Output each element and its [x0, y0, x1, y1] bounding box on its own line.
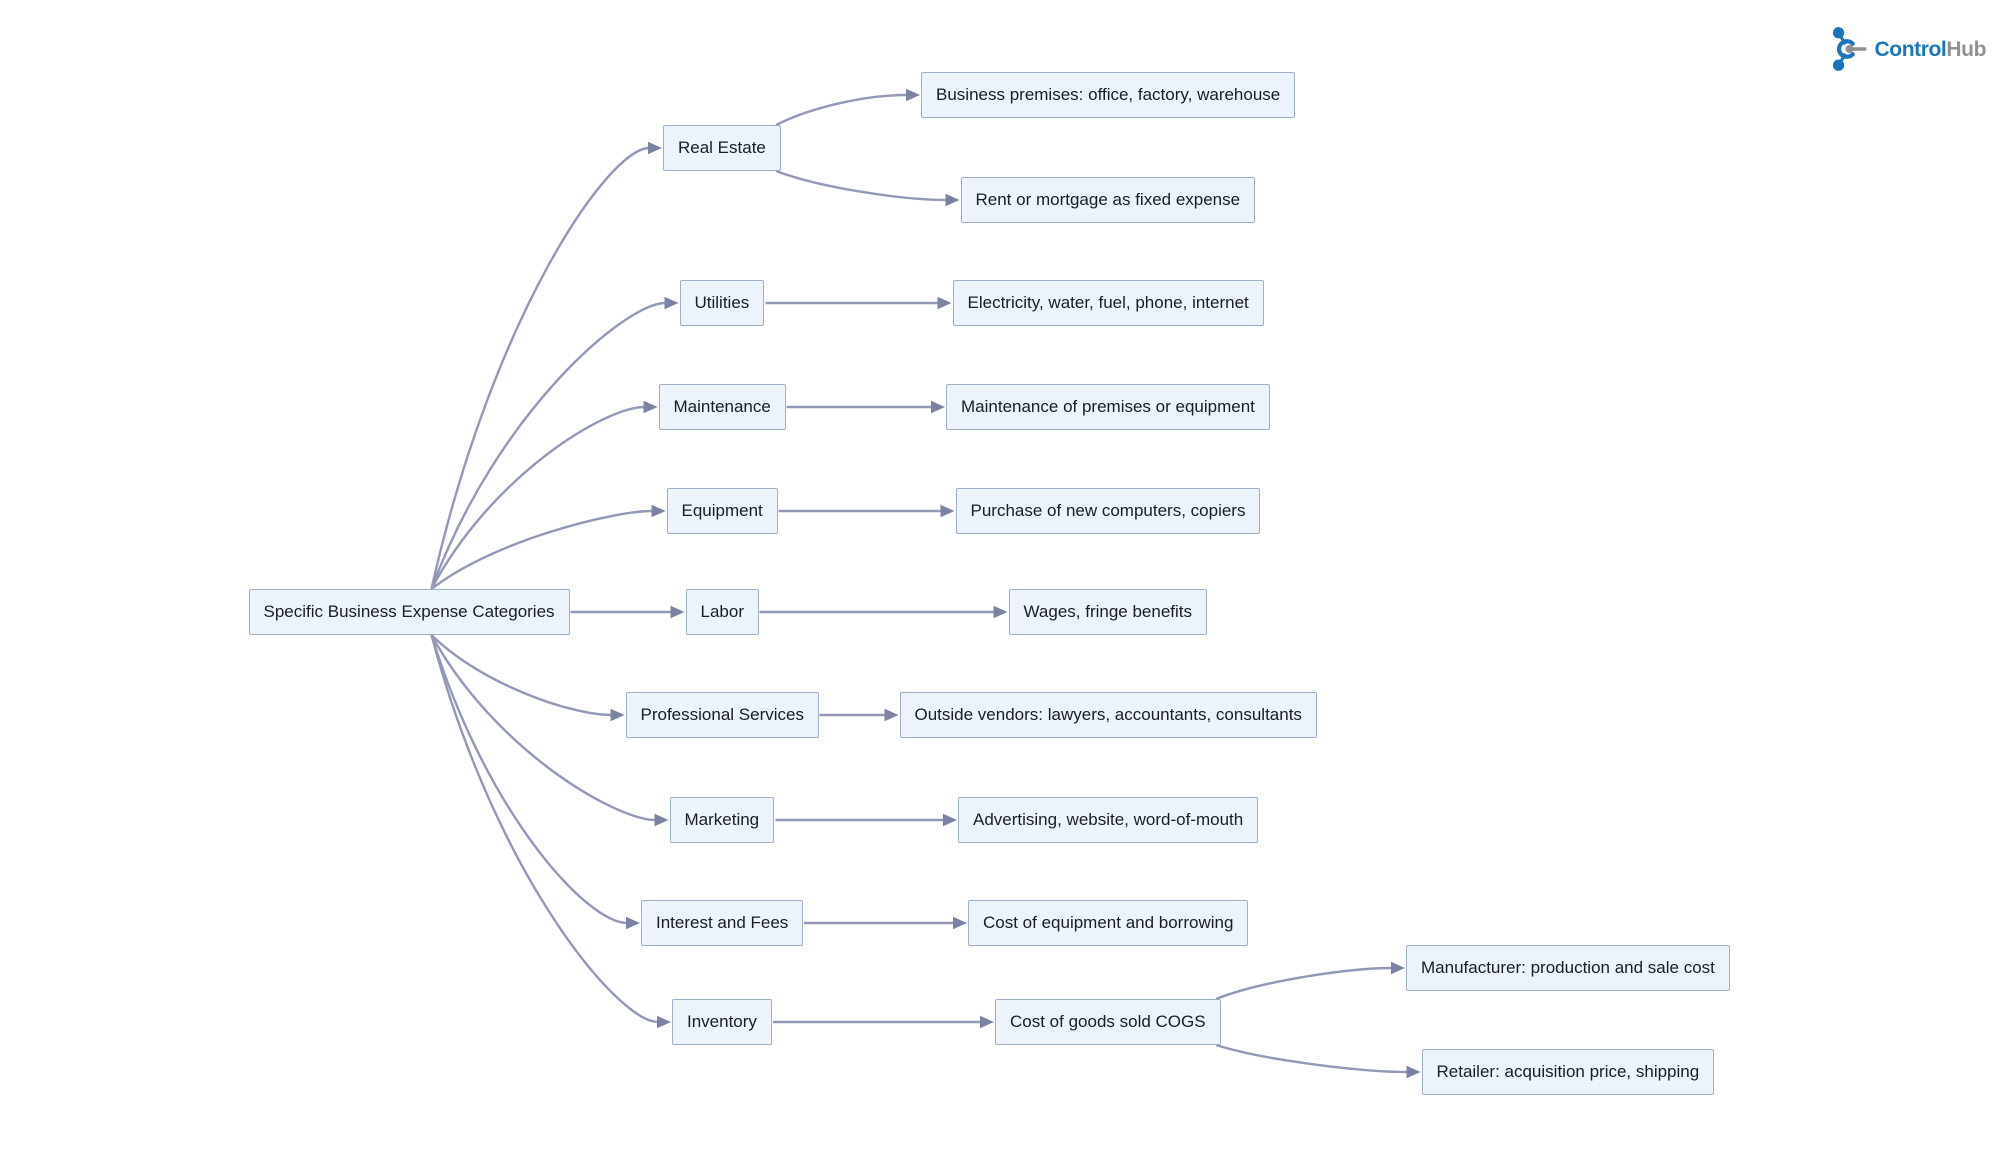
node-professional_desc: Outside vendors: lawyers, accountants, consultants [900, 692, 1317, 738]
node-equipment: Equipment [667, 488, 778, 534]
node-marketing: Marketing [670, 797, 775, 843]
controlhub-logo [1831, 26, 1986, 72]
node-root: Specific Business Expense Categories [249, 589, 570, 635]
node-premises: Business premises: office, factory, warehouse [921, 72, 1295, 118]
node-equipment_desc: Purchase of new computers, copiers [956, 488, 1261, 534]
node-retailer: Retailer: acquisition price, shipping [1422, 1049, 1715, 1095]
node-labor_desc: Wages, fringe benefits [1009, 589, 1208, 635]
node-maintenance: Maintenance [659, 384, 786, 430]
node-utilities: Utilities [680, 280, 765, 326]
node-interest: Interest and Fees [641, 900, 803, 946]
brand-text-secondary: Hub [1946, 37, 1986, 61]
node-cogs: Cost of goods sold COGS [995, 999, 1221, 1045]
node-manufacturer: Manufacturer: production and sale cost [1406, 945, 1730, 991]
node-labor: Labor [686, 589, 759, 635]
brand-text [1875, 39, 1986, 60]
node-utilities_desc: Electricity, water, fuel, phone, internet [953, 280, 1264, 326]
node-inventory: Inventory [672, 999, 772, 1045]
node-rent: Rent or mortgage as fixed expense [961, 177, 1256, 223]
node-real_estate: Real Estate [663, 125, 781, 171]
node-interest_desc: Cost of equipment and borrowing [968, 900, 1248, 946]
brand-text-primary: Control [1874, 37, 1947, 61]
node-maintenance_desc: Maintenance of premises or equipment [946, 384, 1270, 430]
node-professional: Professional Services [626, 692, 819, 738]
node-marketing_desc: Advertising, website, word-of-mouth [958, 797, 1258, 843]
hub-nodes-icon [1831, 26, 1867, 72]
